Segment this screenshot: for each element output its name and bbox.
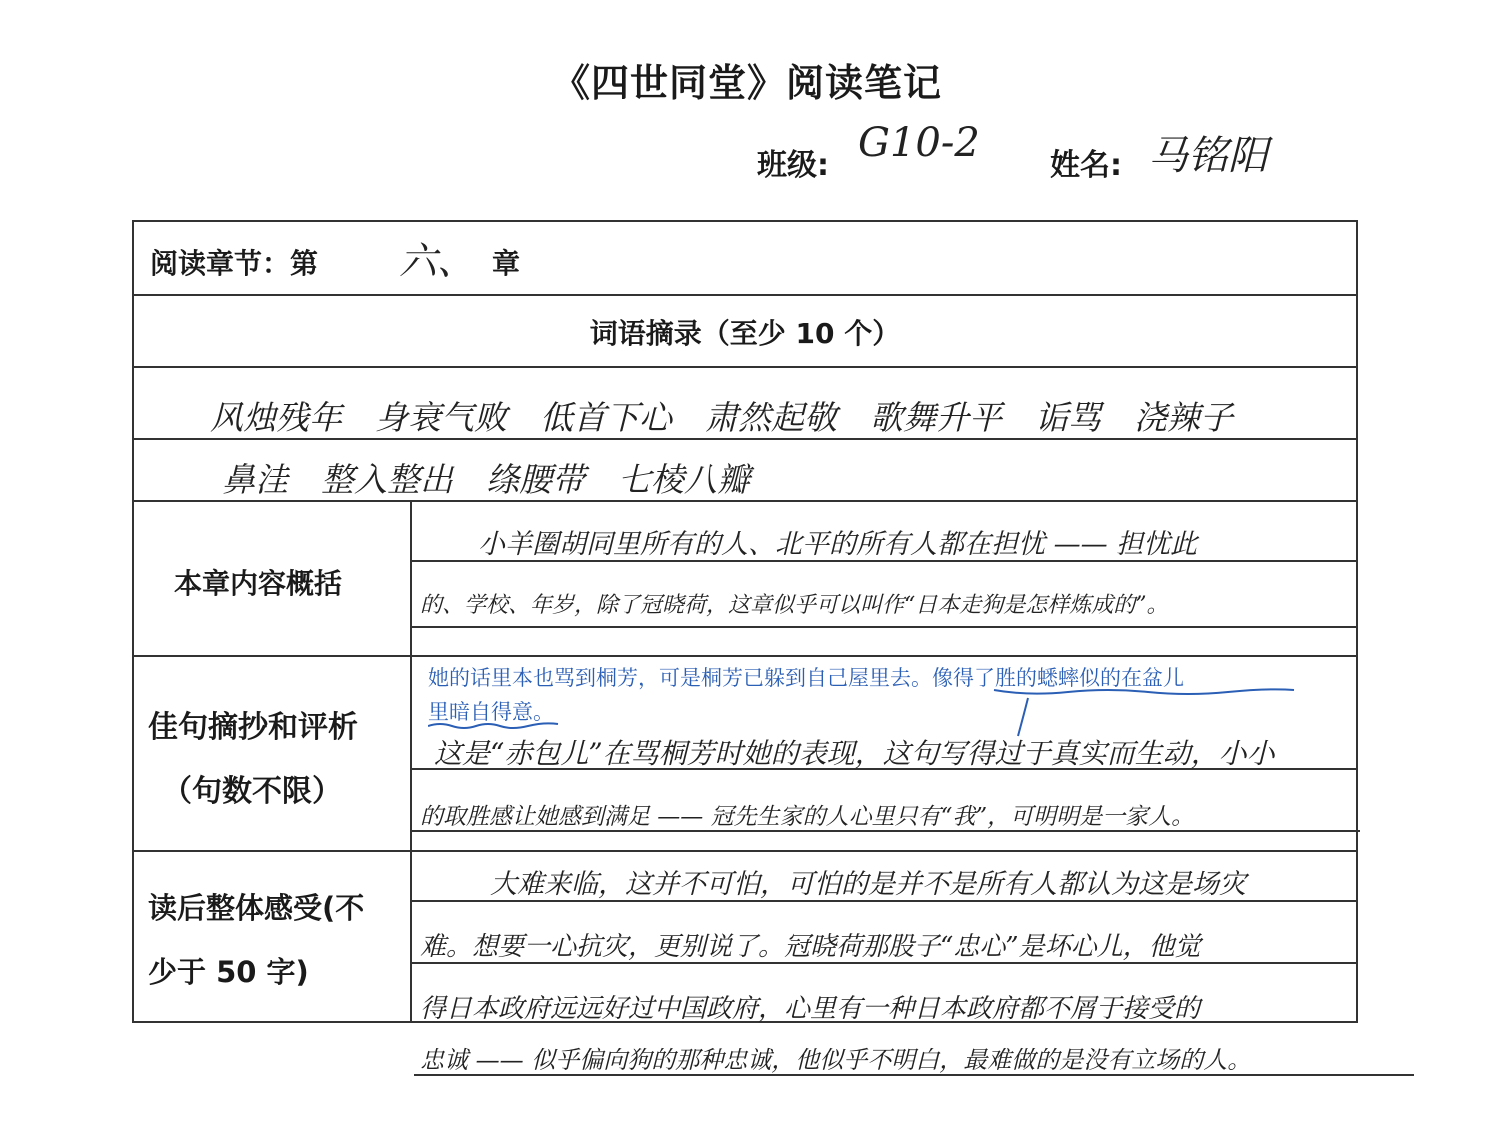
row-divider — [134, 366, 1356, 368]
class-label: 班级: — [757, 148, 829, 183]
writing-line — [410, 626, 1356, 628]
vocab-line-2: 鼻洼 整入整出 绦腰带 七棱八瓣 — [222, 460, 750, 499]
row-divider — [134, 294, 1356, 296]
chapter-suffix: 章 — [492, 247, 521, 280]
row-divider — [134, 655, 1356, 657]
feeling-line-3: 得日本政府远远好过中国政府，心里有一种日本政府都不屑于接受的 — [420, 994, 1201, 1024]
name-label: 姓名: — [1050, 148, 1122, 183]
feeling-line-2: 难。想要一心抗灾，更别说了。冠晓荷那股子“忠心”是坏心儿，他觉 — [420, 932, 1201, 962]
chapter-number: 六、 — [399, 239, 476, 283]
reading-notes-table — [132, 220, 1358, 1023]
page-title: 《四世同堂》阅读笔记 — [551, 61, 942, 105]
class-value: G10-2 — [858, 120, 980, 166]
chapter-label: 阅读章节：第 — [150, 247, 319, 280]
row-divider — [134, 850, 1356, 852]
quote-comment-line-2: 的取胜感让她感到满足 —— 冠先生家的人心里只有“我”，可明明是一家人。 — [420, 804, 1195, 830]
vocab-header: 词语摘录（至少 10 个） — [589, 317, 901, 350]
feeling-line-4: 忠诚 —— 似乎偏向狗的那种忠诚，他似乎不明白，最难做的是没有立场的人。 — [420, 1046, 1252, 1074]
quote-printed-line-2: 里暗自得意。 — [428, 700, 554, 724]
summary-line-1: 小羊圈胡同里所有的人、北平的所有人都在担忧 —— 担忧此 — [478, 529, 1198, 560]
feeling-label-sub: 少于 50 字) — [148, 955, 309, 989]
quote-label: 佳句摘抄和评析 — [148, 710, 358, 745]
feeling-label: 读后整体感受(不 — [148, 891, 365, 925]
name-value: 马铭阳 — [1148, 133, 1268, 179]
quote-label-sub: （句数不限） — [162, 774, 342, 809]
summary-label: 本章内容概括 — [174, 567, 343, 600]
column-divider — [410, 500, 412, 1021]
feeling-line-1: 大难来临，这并不可怕，可怕的是并不是所有人都认为这是场灾 — [490, 869, 1246, 900]
quote-comment-line-1: 这是“赤包儿”在骂桐芳时她的表现，这句写得过于真实而生动，小小 — [434, 737, 1275, 770]
quote-printed-line-1: 她的话里本也骂到桐芳，可是桐芳已躲到自己屋里去。像得了胜的蟋蟀似的在盆儿 — [428, 666, 1184, 690]
summary-line-2: 的、学校、年岁，除了冠晓荷，这章似乎可以叫作“日本走狗是怎样炼成的”。 — [420, 593, 1169, 618]
vocab-line-1: 风烛残年 身衰气败 低首下心 肃然起敬 歌舞升平 诟骂 浇辣子 — [210, 398, 1233, 437]
